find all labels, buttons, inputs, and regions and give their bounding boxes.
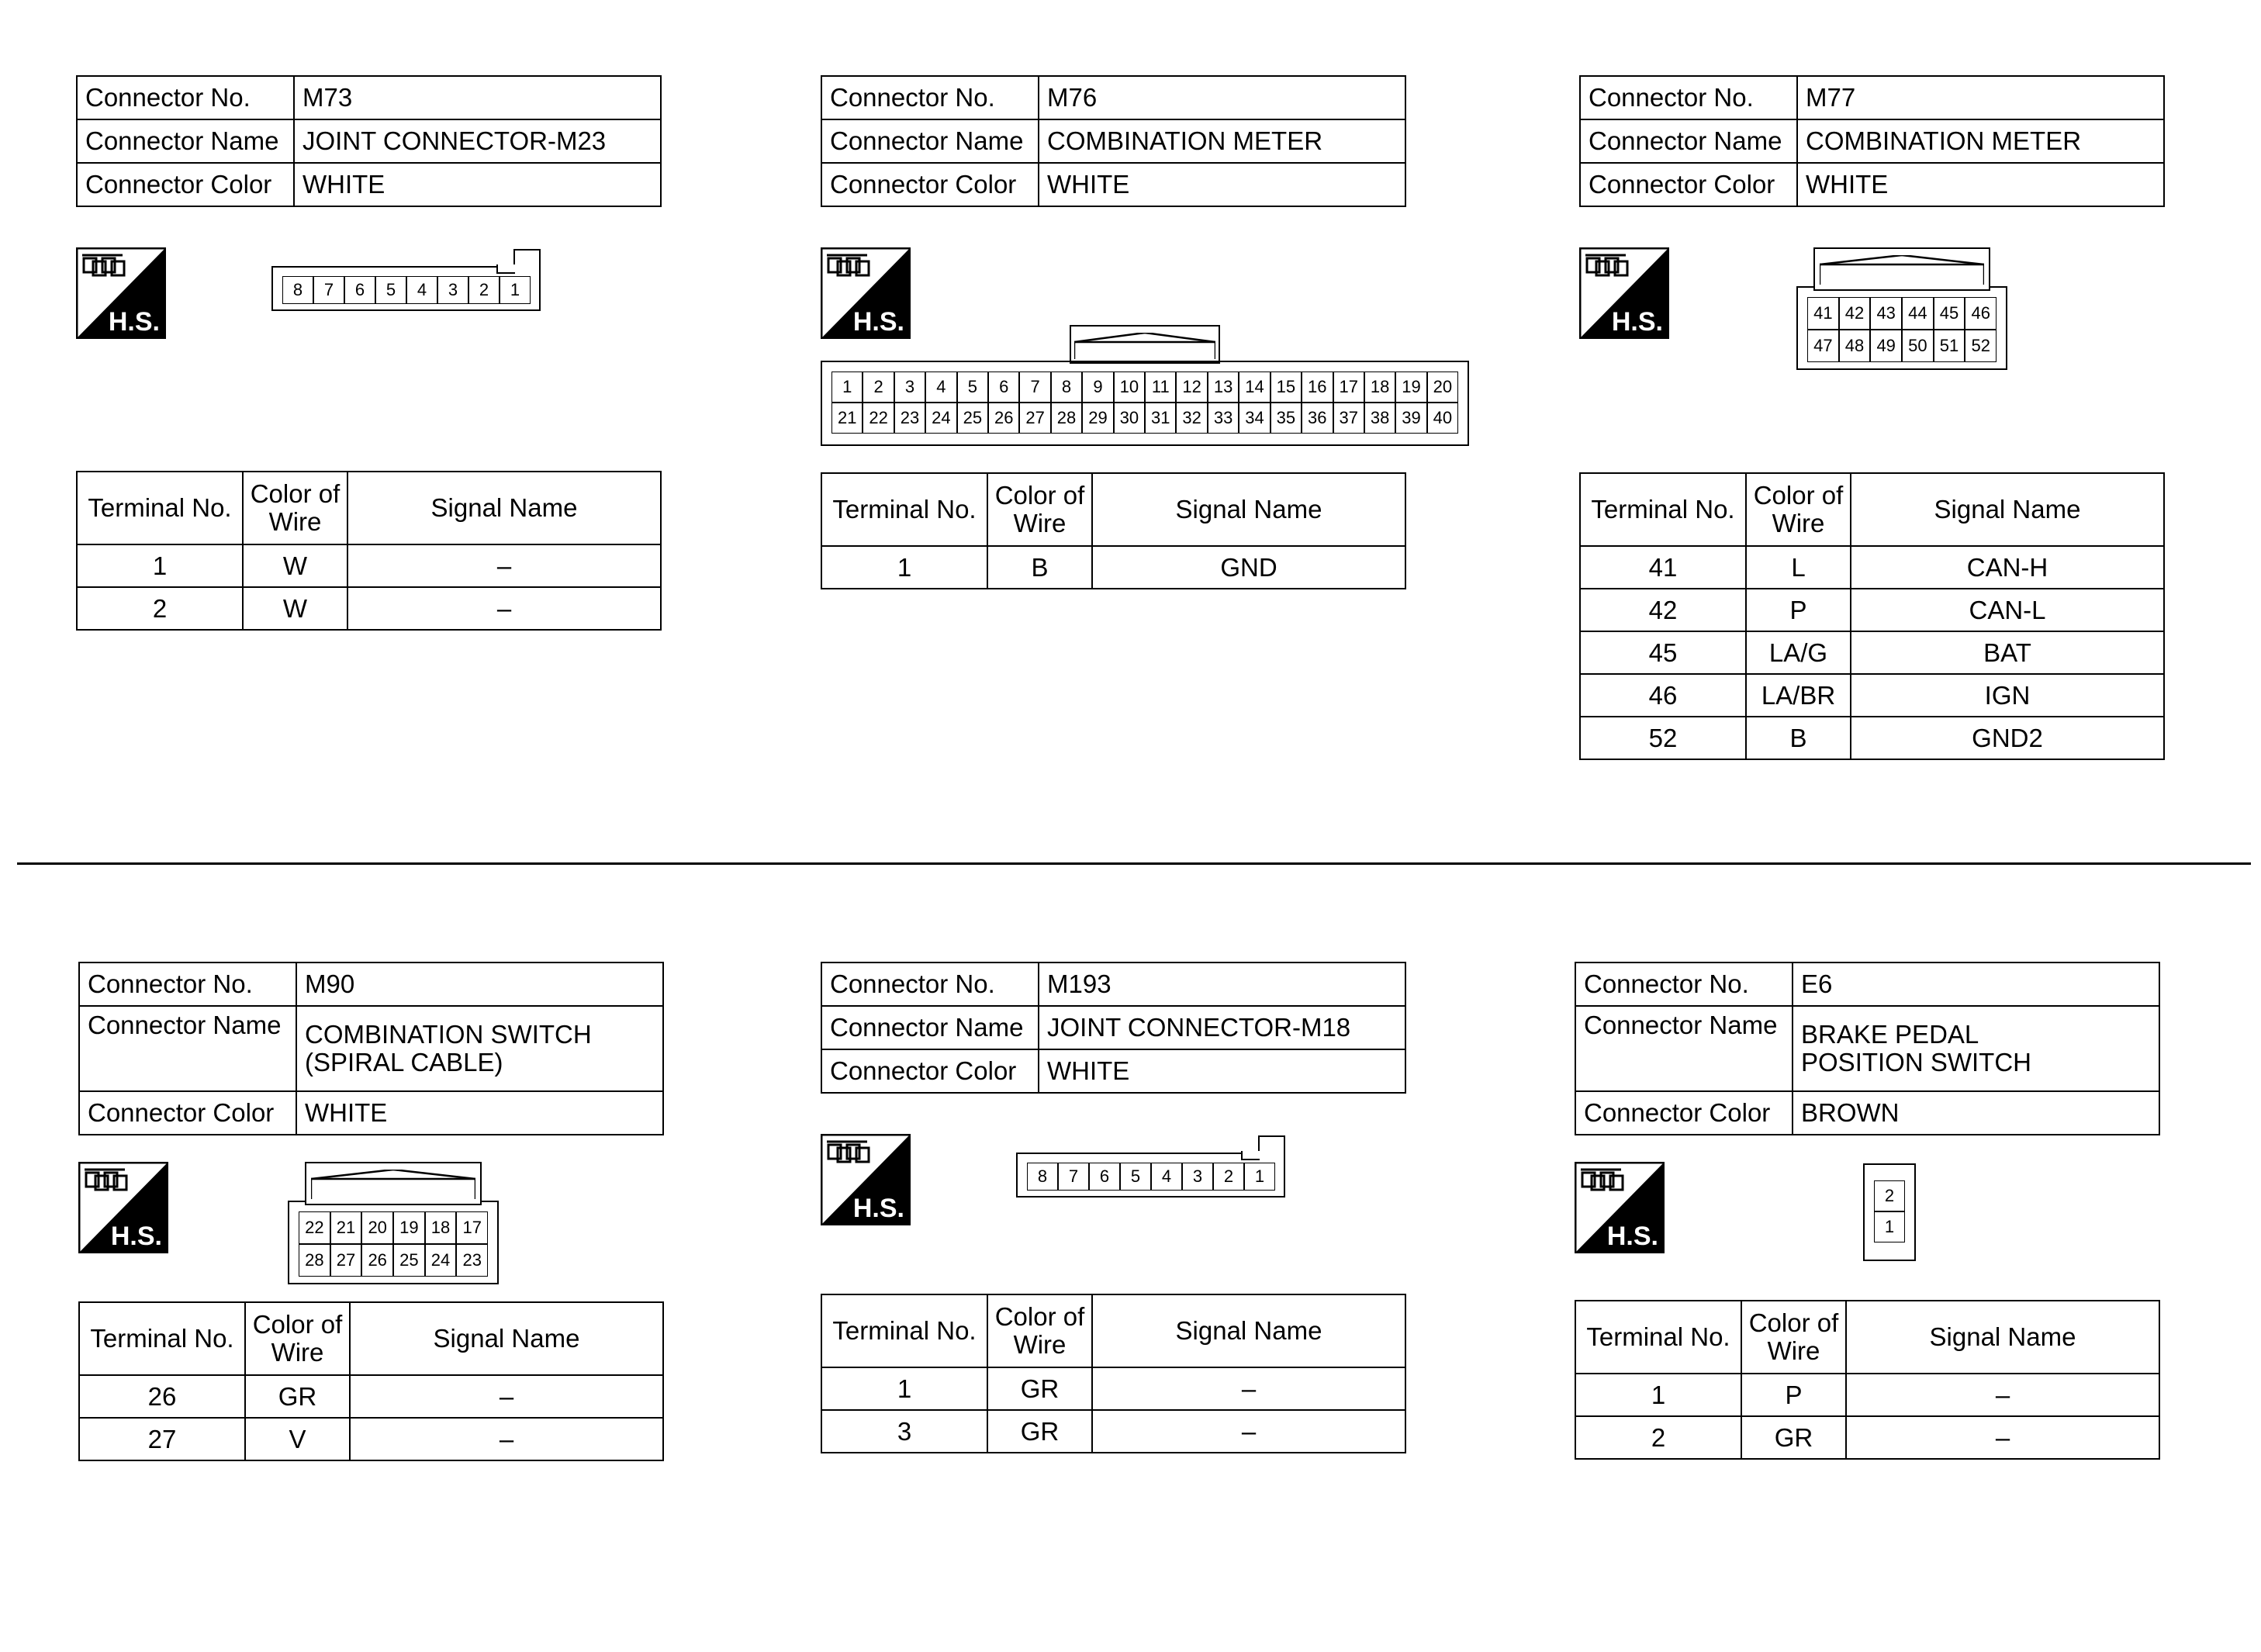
connector-info-table: [76, 75, 662, 207]
hs-label: H.S.: [1611, 307, 1663, 337]
wire-color-cell: LA/G: [1746, 631, 1851, 674]
wire-color-cell: GR: [245, 1375, 350, 1418]
signal-cell: –: [350, 1418, 663, 1460]
terminal-cell: 42: [1580, 589, 1746, 631]
pin: 49: [1870, 330, 1902, 362]
pin: 4: [406, 276, 437, 304]
pin: 28: [299, 1244, 330, 1277]
pin: 13: [1208, 372, 1239, 403]
connector-info-table: [78, 962, 664, 1135]
pin: 33: [1208, 403, 1239, 434]
terminal-cell: 45: [1580, 631, 1746, 674]
pin: 9: [1082, 372, 1113, 403]
signal-cell: GND: [1092, 546, 1405, 589]
pin: 3: [437, 276, 468, 304]
wire-color-cell: GR: [987, 1410, 1092, 1453]
pin: 7: [313, 276, 344, 304]
label-connector-color: Connector Color: [821, 163, 1039, 206]
table-row: [1575, 1374, 2159, 1416]
pin: 8: [1027, 1163, 1058, 1191]
table-row: [821, 1367, 1405, 1410]
label-connector-name: Connector Name: [1575, 1006, 1793, 1091]
pin: 38: [1364, 403, 1395, 434]
table-row: [1580, 717, 2164, 759]
connector-name-line2: (SPIRAL CABLE): [305, 1048, 503, 1077]
connector-panel-m77: [1579, 75, 2169, 752]
connector-no-value: E6: [1793, 963, 2159, 1006]
header-color-of-wire: Color of Wire: [243, 472, 347, 544]
connector-color-value: WHITE: [294, 163, 661, 206]
pin: 35: [1271, 403, 1302, 434]
header-terminal-no: Terminal No.: [821, 1294, 987, 1367]
pin: 21: [831, 403, 863, 434]
pin: 30: [1114, 403, 1145, 434]
pin: 43: [1870, 297, 1902, 330]
header-terminal-no: Terminal No.: [1580, 473, 1746, 546]
header-signal-name: Signal Name: [1092, 1294, 1405, 1367]
pin: 1: [1874, 1211, 1905, 1242]
connector-name-value: [1793, 1006, 2159, 1091]
pin: 44: [1902, 297, 1934, 330]
label-connector-name: Connector Name: [77, 119, 294, 163]
label-connector-no: Connector No.: [79, 963, 296, 1006]
pin: 5: [957, 372, 988, 403]
pin: 20: [361, 1211, 393, 1244]
pin: 6: [1089, 1163, 1120, 1191]
pin: 1: [831, 372, 863, 403]
table-row: [79, 1375, 663, 1418]
terminal-cell: 27: [79, 1418, 245, 1460]
pin: 24: [925, 403, 956, 434]
connector-no-value: M73: [294, 76, 661, 119]
pin: 21: [330, 1211, 362, 1244]
connector-color-value: BROWN: [1793, 1091, 2159, 1135]
table-row: [77, 544, 661, 587]
pin: 24: [425, 1244, 457, 1277]
terminal-cell: 3: [821, 1410, 987, 1453]
header-terminal-no: Terminal No.: [79, 1302, 245, 1375]
terminal-cell: 1: [77, 544, 243, 587]
pin: 37: [1333, 403, 1364, 434]
label-connector-color: Connector Color: [1575, 1091, 1793, 1135]
pin: 18: [425, 1211, 457, 1244]
header-signal-name: Signal Name: [1092, 473, 1405, 546]
connector-name-line1: COMBINATION SWITCH: [305, 1020, 592, 1049]
wire-color-cell: V: [245, 1418, 350, 1460]
signal-cell: CAN-H: [1851, 546, 2164, 589]
connector-no-value: M193: [1039, 963, 1405, 1006]
pin: 22: [863, 403, 894, 434]
signal-cell: IGN: [1851, 674, 2164, 717]
pin: 4: [1151, 1163, 1182, 1191]
pin: 4: [925, 372, 956, 403]
pin: 7: [1058, 1163, 1089, 1191]
pin: 22: [299, 1211, 330, 1244]
pin: 6: [988, 372, 1019, 403]
signal-cell: –: [1092, 1367, 1405, 1410]
pin: 29: [1082, 403, 1113, 434]
connector-no-value: M77: [1797, 76, 2164, 119]
pin: 23: [894, 403, 925, 434]
connector-info-table: [821, 962, 1406, 1094]
signal-cell: –: [347, 587, 661, 630]
connector-panel-m73: [76, 75, 666, 623]
pin: 23: [456, 1244, 488, 1277]
connector-color-value: WHITE: [1797, 163, 2164, 206]
wire-color-cell: P: [1746, 589, 1851, 631]
hs-label: H.S.: [110, 1222, 162, 1251]
terminal-cell: 1: [1575, 1374, 1741, 1416]
table-row: [1580, 631, 2164, 674]
terminal-cell: 1: [821, 1367, 987, 1410]
terminal-cell: 46: [1580, 674, 1746, 717]
label-connector-color: Connector Color: [79, 1091, 296, 1135]
pin: 51: [1934, 330, 1965, 362]
terminal-cell: 52: [1580, 717, 1746, 759]
pin: 42: [1839, 297, 1871, 330]
wire-color-cell: B: [1746, 717, 1851, 759]
pin: 17: [1333, 372, 1364, 403]
pin: 26: [988, 403, 1019, 434]
pin: 1: [500, 276, 531, 304]
pin: 40: [1427, 403, 1458, 434]
connector-no-value: M76: [1039, 76, 1405, 119]
pin: 32: [1176, 403, 1207, 434]
header-terminal-no: Terminal No.: [821, 473, 987, 546]
signal-cell: BAT: [1851, 631, 2164, 674]
connector-name-value: JOINT CONNECTOR-M18: [1039, 1006, 1405, 1049]
signal-cell: –: [350, 1375, 663, 1418]
harness-side-icon: [1579, 247, 1669, 339]
label-connector-name: Connector Name: [1580, 119, 1797, 163]
terminal-table: [76, 471, 662, 631]
pin: 7: [1019, 372, 1050, 403]
wire-color-cell: P: [1741, 1374, 1846, 1416]
connector-color-value: WHITE: [296, 1091, 663, 1135]
connector-name-line1: BRAKE PEDAL: [1801, 1020, 1979, 1049]
harness-side-icon: [821, 1134, 911, 1225]
connector-panel-m193: [821, 962, 1410, 1446]
pin: 2: [1213, 1163, 1244, 1191]
terminal-table: [1579, 472, 2165, 760]
signal-cell: –: [1846, 1374, 2159, 1416]
connector-panel-m76: [821, 75, 1453, 582]
table-row: [1575, 1416, 2159, 1459]
pin: 47: [1807, 330, 1839, 362]
connector-face-m77: [1796, 247, 2007, 372]
connector-color-value: WHITE: [1039, 1049, 1405, 1093]
label-connector-no: Connector No.: [821, 963, 1039, 1006]
connector-info-table: [821, 75, 1406, 207]
connector-info-table: [1575, 962, 2160, 1135]
table-row: [1580, 546, 2164, 589]
wire-color-cell: W: [243, 587, 347, 630]
hs-label: H.S.: [852, 307, 904, 337]
pin: 52: [1965, 330, 1997, 362]
table-row: [821, 1410, 1405, 1453]
connector-name-value: COMBINATION METER: [1797, 119, 2164, 163]
connector-panel-e6: [1575, 962, 2164, 1452]
terminal-cell: 26: [79, 1375, 245, 1418]
pin: 1: [1244, 1163, 1275, 1191]
label-connector-name: Connector Name: [79, 1006, 296, 1091]
label-connector-no: Connector No.: [821, 76, 1039, 119]
pin: 19: [393, 1211, 425, 1244]
connector-name-line2: POSITION SWITCH: [1801, 1048, 2031, 1077]
pin: 20: [1427, 372, 1458, 403]
wire-color-cell: W: [243, 544, 347, 587]
pin: 25: [957, 403, 988, 434]
harness-side-icon: [76, 247, 166, 339]
signal-cell: –: [347, 544, 661, 587]
connector-name-value: COMBINATION METER: [1039, 119, 1405, 163]
wire-color-cell: L: [1746, 546, 1851, 589]
terminal-cell: 2: [1575, 1416, 1741, 1459]
pin: 39: [1395, 403, 1426, 434]
harness-side-icon: [1575, 1162, 1665, 1253]
table-row: [77, 587, 661, 630]
label-connector-no: Connector No.: [1575, 963, 1793, 1006]
signal-cell: CAN-L: [1851, 589, 2164, 631]
terminal-cell: 41: [1580, 546, 1746, 589]
pin: 27: [1019, 403, 1050, 434]
pin: 41: [1807, 297, 1839, 330]
wire-color-cell: B: [987, 546, 1092, 589]
pin: 50: [1902, 330, 1934, 362]
label-connector-color: Connector Color: [821, 1049, 1039, 1093]
pin: 48: [1839, 330, 1871, 362]
header-color-of-wire: Color of Wire: [987, 473, 1092, 546]
connector-name-value: [296, 1006, 663, 1091]
pin: 3: [894, 372, 925, 403]
pin: 27: [330, 1244, 362, 1277]
connector-color-value: WHITE: [1039, 163, 1405, 206]
pin: 11: [1145, 372, 1176, 403]
pin: 2: [1874, 1180, 1905, 1211]
terminal-table: [821, 1294, 1406, 1453]
connector-name-value: JOINT CONNECTOR-M23: [294, 119, 661, 163]
header-signal-name: Signal Name: [350, 1302, 663, 1375]
pin: 10: [1114, 372, 1145, 403]
signal-cell: –: [1846, 1416, 2159, 1459]
table-row: [79, 1418, 663, 1460]
pin: 25: [393, 1244, 425, 1277]
connector-info-table: [1579, 75, 2165, 207]
pin: 6: [344, 276, 375, 304]
harness-side-icon: [78, 1162, 168, 1253]
hs-label: H.S.: [1606, 1222, 1658, 1251]
header-terminal-no: Terminal No.: [1575, 1301, 1741, 1374]
pin: 19: [1395, 372, 1426, 403]
section-divider: [17, 862, 2251, 865]
connector-face-m193: [1016, 1135, 1288, 1199]
label-connector-color: Connector Color: [77, 163, 294, 206]
wire-color-cell: LA/BR: [1746, 674, 1851, 717]
pin: 8: [1051, 372, 1082, 403]
wire-color-cell: GR: [1741, 1416, 1846, 1459]
label-connector-name: Connector Name: [821, 119, 1039, 163]
pin: 46: [1965, 297, 1997, 330]
hs-label: H.S.: [852, 1194, 904, 1223]
pin: 5: [375, 276, 406, 304]
terminal-table: [1575, 1300, 2160, 1460]
label-connector-no: Connector No.: [77, 76, 294, 119]
pin: 17: [456, 1211, 488, 1244]
connector-face-m73: [271, 249, 543, 313]
pin: 2: [863, 372, 894, 403]
pin: 14: [1239, 372, 1270, 403]
pin: 12: [1176, 372, 1207, 403]
pin: 36: [1302, 403, 1333, 434]
label-connector-name: Connector Name: [821, 1006, 1039, 1049]
connector-face-m90: [288, 1162, 499, 1286]
signal-cell: –: [1092, 1410, 1405, 1453]
connector-no-value: M90: [296, 963, 663, 1006]
header-signal-name: Signal Name: [1851, 473, 2164, 546]
table-row: [1580, 589, 2164, 631]
header-color-of-wire: Color of Wire: [1746, 473, 1851, 546]
pin: 34: [1239, 403, 1270, 434]
header-signal-name: Signal Name: [347, 472, 661, 544]
terminal-table: [821, 472, 1406, 589]
pin: 2: [468, 276, 500, 304]
header-terminal-no: Terminal No.: [77, 472, 243, 544]
pin: 8: [282, 276, 313, 304]
connector-face-e6: [1863, 1163, 1917, 1261]
terminal-cell: 1: [821, 546, 987, 589]
table-row: [1580, 674, 2164, 717]
pin: 16: [1302, 372, 1333, 403]
label-connector-color: Connector Color: [1580, 163, 1797, 206]
pin: 26: [361, 1244, 393, 1277]
connector-panel-m90: [78, 962, 668, 1453]
table-row: [821, 546, 1405, 589]
header-color-of-wire: Color of Wire: [987, 1294, 1092, 1367]
header-color-of-wire: Color of Wire: [1741, 1301, 1846, 1374]
pin: 15: [1271, 372, 1302, 403]
terminal-table: [78, 1301, 664, 1461]
connector-face-m76: [821, 325, 1469, 449]
header-signal-name: Signal Name: [1846, 1301, 2159, 1374]
pin: 31: [1145, 403, 1176, 434]
terminal-cell: 2: [77, 587, 243, 630]
header-color-of-wire: Color of Wire: [245, 1302, 350, 1375]
pin: 28: [1051, 403, 1082, 434]
signal-cell: GND2: [1851, 717, 2164, 759]
wire-color-cell: GR: [987, 1367, 1092, 1410]
label-connector-no: Connector No.: [1580, 76, 1797, 119]
hs-label: H.S.: [108, 307, 160, 337]
pin: 18: [1364, 372, 1395, 403]
pin: 45: [1934, 297, 1965, 330]
pin: 5: [1120, 1163, 1151, 1191]
pin: 3: [1182, 1163, 1213, 1191]
